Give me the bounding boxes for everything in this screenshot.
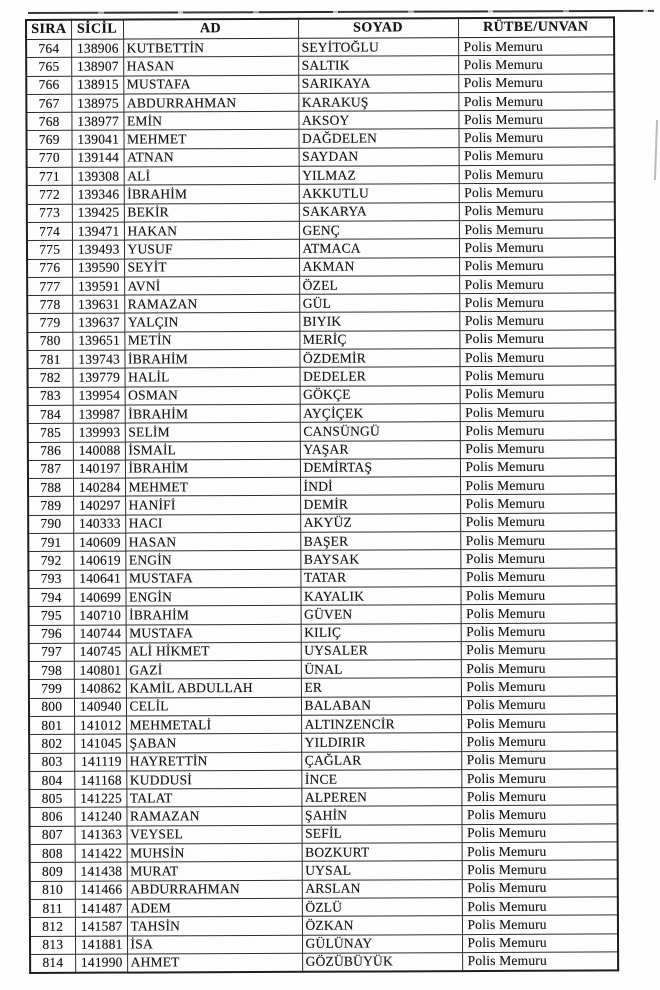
cell-soyad: AKMAN [299,257,459,276]
cell-rutbe-unvan: Polis Memuru [459,330,615,349]
cell-rutbe-unvan: Polis Memuru [460,366,616,385]
cell-ad: ABDURRAHMAN [123,93,298,112]
cell-sira: 783 [28,387,73,405]
cell-soyad: AYÇİÇEK [300,404,460,423]
cell-sira: 812 [30,918,75,936]
cell-sira: 775 [27,241,72,259]
cell-sira: 794 [28,588,73,606]
cell-rutbe-unvan: Polis Memuru [459,202,615,221]
cell-sira: 804 [29,771,74,789]
cell-sicil: 138906 [71,39,123,58]
cell-rutbe-unvan: Polis Memuru [460,586,616,605]
scan-topline-artifact [28,10,654,14]
cell-rutbe-unvan: Polis Memuru [460,439,616,458]
cell-soyad: ALPEREN [301,788,461,807]
cell-sicil: 138975 [71,94,123,113]
cell-sicil: 141168 [74,771,126,790]
cell-ad: ENGİN [125,551,300,570]
cell-soyad: MERİÇ [299,330,459,349]
cell-rutbe-unvan: Polis Memuru [461,751,617,770]
cell-soyad: ARSLAN [302,879,462,898]
cell-soyad: GÖKÇE [300,385,460,404]
cell-rutbe-unvan: Polis Memuru [459,147,615,166]
cell-soyad: BAYSAK [300,550,460,569]
cell-sicil: 140710 [74,606,126,625]
cell-soyad: AKKUTLU [299,184,459,203]
cell-soyad: DEMİRTAŞ [300,458,460,477]
personnel-table [25,16,619,974]
cell-ad: MURAT [127,862,302,881]
cell-rutbe-unvan: Polis Memuru [462,824,618,843]
cell-rutbe-unvan: Polis Memuru [459,293,615,312]
cell-sicil: 139637 [72,314,124,333]
cell-sira: 781 [27,350,72,368]
cell-ad: MEHMET [123,130,298,149]
cell-sicil: 141881 [75,936,127,955]
cell-sira: 801 [29,716,74,734]
cell-rutbe-unvan: Polis Memuru [461,622,617,641]
cell-sira: 776 [27,259,72,277]
cell-rutbe-unvan: Polis Memuru [462,933,618,952]
cell-ad: MUSTAFA [125,569,300,588]
cell-ad: AVNİ [124,276,299,295]
cell-ad: ALİ [124,166,299,185]
cell-soyad: ÖZKAN [302,916,462,935]
cell-sira: 814 [30,954,75,973]
cell-sira: 784 [28,405,73,423]
cell-soyad: ER [301,678,461,697]
cell-rutbe-unvan: Polis Memuru [459,220,615,239]
cell-soyad: UYSALER [301,641,461,660]
cell-rutbe-unvan: Polis Memuru [461,696,617,715]
cell-ad: VEYSEL [127,825,302,844]
cell-ad: TAHSİN [127,917,302,936]
cell-rutbe-unvan: Polis Memuru [459,311,615,330]
cell-soyad: BAŞER [300,532,460,551]
cell-sicil: 139591 [72,277,124,296]
cell-soyad: CANSÜNGÜ [300,422,460,441]
cell-sicil: 141487 [75,899,127,918]
cell-rutbe-unvan: Polis Memuru [462,897,618,916]
cell-soyad: İNDİ [300,477,460,496]
column-header-ad: AD [123,19,298,39]
cell-sicil: 139993 [73,423,125,442]
cell-soyad: GENÇ [299,221,459,240]
cell-soyad: TATAR [300,568,460,587]
cell-rutbe-unvan: Polis Memuru [458,128,614,147]
cell-soyad: KILIÇ [301,623,461,642]
cell-soyad: GÜLÜNAY [302,934,462,953]
cell-rutbe-unvan: Polis Memuru [460,403,616,422]
cell-ad: İBRAHİM [125,459,300,478]
cell-ad: HASAN [125,532,300,551]
cell-sira: 813 [30,936,75,954]
cell-soyad: AKYÜZ [300,513,460,532]
cell-ad: İBRAHİM [124,349,299,368]
cell-sira: 785 [28,424,73,442]
cell-soyad: KARAKUŞ [298,93,458,112]
cell-sicil: 140297 [73,496,125,515]
cell-sira: 768 [26,112,71,130]
cell-sira: 795 [29,606,74,624]
cell-sira: 780 [27,332,72,350]
cell-sira: 779 [27,314,72,332]
cell-ad: KUDDUSİ [126,770,301,789]
cell-soyad: BOZKURT [302,843,462,862]
cell-sira: 773 [27,204,72,222]
cell-sira: 798 [29,661,74,679]
cell-rutbe-unvan: Polis Memuru [458,74,614,93]
cell-sira: 792 [28,552,73,570]
cell-sira: 786 [28,442,73,460]
cell-sicil: 139631 [72,295,124,314]
cell-sicil: 139590 [72,259,124,278]
cell-rutbe-unvan: Polis Memuru [460,549,616,568]
cell-soyad: AKSOY [298,111,458,130]
cell-sira: 802 [29,735,74,753]
cell-rutbe-unvan: Polis Memuru [462,842,618,861]
cell-ad: MUHSİN [127,843,302,862]
cell-ad: İSMAİL [125,441,300,460]
cell-soyad: SEYİTOĞLU [298,38,458,57]
cell-sicil: 140333 [73,515,125,534]
personnel-table-body [26,37,618,973]
cell-sira: 764 [26,39,71,57]
cell-sicil: 139987 [73,405,125,424]
cell-sira: 800 [29,698,74,716]
cell-soyad: GÖZÜBÜYÜK [302,952,462,971]
cell-sicil: 140940 [74,698,126,717]
cell-ad: MEHMET [125,477,300,496]
cell-sira: 809 [30,863,75,881]
cell-sicil: 141045 [74,734,126,753]
cell-soyad: UYSAL [302,861,462,880]
cell-ad: AHMET [127,953,302,973]
cell-sicil: 141012 [74,716,126,735]
cell-sicil: 141119 [74,753,126,772]
cell-sicil: 140745 [74,643,126,662]
cell-sicil: 140609 [73,533,125,552]
cell-soyad: ALTINZENCİR [301,715,461,734]
cell-ad: HACI [125,514,300,533]
scan-edge-artifact [654,120,658,180]
cell-rutbe-unvan: Polis Memuru [458,55,614,74]
cell-rutbe-unvan: Polis Memuru [459,238,615,257]
cell-sira: 797 [29,643,74,661]
cell-soyad: BIYIK [299,312,459,331]
cell-sira: 796 [29,625,74,643]
cell-ad: METİN [124,331,299,350]
cell-soyad: SAYDAN [299,147,459,166]
cell-ad: MUSTAFA [126,624,301,643]
cell-sicil: 138907 [71,57,123,76]
cell-rutbe-unvan: Polis Memuru [459,256,615,275]
cell-sicil: 140699 [73,588,125,607]
cell-rutbe-unvan: Polis Memuru [460,385,616,404]
cell-sira: 778 [27,295,72,313]
cell-rutbe-unvan: Polis Memuru [461,604,617,623]
cell-ad: MEHMETALİ [126,715,301,734]
cell-sicil: 139041 [71,131,123,150]
cell-ad: SEYİT [124,258,299,277]
cell-sira: 766 [26,76,71,94]
cell-ad: MUSTAFA [123,75,298,94]
cell-sicil: 141240 [74,808,126,827]
cell-sira: 790 [28,515,73,533]
cell-sira: 774 [27,222,72,240]
cell-rutbe-unvan: Polis Memuru [459,183,615,202]
cell-sira: 791 [28,533,73,551]
cell-sicil: 139493 [72,240,124,259]
cell-sira: 788 [28,478,73,496]
cell-sira: 782 [28,369,73,387]
cell-soyad: DEMİR [300,495,460,514]
cell-rutbe-unvan: Polis Memuru [461,805,617,824]
cell-rutbe-unvan: Polis Memuru [460,494,616,513]
cell-ad: ENGİN [125,587,300,606]
cell-rutbe-unvan: Polis Memuru [460,513,616,532]
cell-ad: ADEM [127,898,302,917]
header-row [26,17,614,39]
cell-sira: 787 [28,460,73,478]
cell-sicil: 139346 [72,185,124,204]
cell-rutbe-unvan: Polis Memuru [462,952,618,971]
cell-sicil: 138977 [71,112,123,131]
cell-soyad: ÇAĞLAR [301,751,461,770]
cell-sicil: 141422 [75,844,127,863]
cell-soyad: YAŞAR [300,440,460,459]
cell-sira: 799 [29,680,74,698]
cell-ad: TALAT [126,788,301,807]
cell-sicil: 139308 [72,167,124,186]
cell-sicil: 141990 [75,954,127,973]
cell-sicil: 138915 [71,76,123,95]
cell-ad: YALÇIN [124,313,299,332]
table-row [30,952,618,973]
column-header-sicil: SİCİL [71,20,123,40]
cell-rutbe-unvan: Polis Memuru [461,787,617,806]
column-header-rutbe-unvan: RÜTBE/UNVAN [458,17,614,37]
cell-rutbe-unvan: Polis Memuru [458,110,614,129]
cell-ad: İBRAHİM [124,185,299,204]
cell-sicil: 139743 [72,350,124,369]
cell-rutbe-unvan: Polis Memuru [462,860,618,879]
cell-sicil: 139144 [72,149,124,168]
column-header-soyad: SOYAD [298,18,458,38]
cell-ad: HASAN [123,57,298,76]
cell-sira: 807 [30,826,75,844]
cell-ad: EMİN [123,111,298,130]
cell-ad: İSA [127,935,302,954]
cell-soyad: YILMAZ [299,166,459,185]
cell-soyad: GÜL [299,294,459,313]
cell-ad: RAMAZAN [126,807,301,826]
cell-soyad: İNCE [301,769,461,788]
cell-soyad: ATMACA [299,239,459,258]
cell-sira: 810 [30,881,75,899]
cell-sicil: 140744 [74,625,126,644]
cell-rutbe-unvan: Polis Memuru [459,165,615,184]
cell-rutbe-unvan: Polis Memuru [459,275,615,294]
cell-soyad: ÖZEL [299,275,459,294]
cell-sicil: 141466 [75,881,127,900]
cell-sicil: 140284 [73,478,125,497]
cell-sicil: 141363 [75,826,127,845]
cell-ad: İBRAHİM [126,606,301,625]
cell-ad: HAYRETTİN [126,752,301,771]
cell-ad: ALİ HİKMET [126,642,301,661]
cell-sicil: 139425 [72,204,124,223]
cell-soyad: SALTIK [298,56,458,75]
cell-rutbe-unvan: Polis Memuru [458,92,614,111]
cell-ad: İBRAHİM [125,404,300,423]
cell-rutbe-unvan: Polis Memuru [460,421,616,440]
cell-soyad: SARIKAYA [298,74,458,93]
cell-sicil: 139779 [73,368,125,387]
cell-soyad: ÜNAL [301,660,461,679]
cell-soyad: SEFİL [302,824,462,843]
column-header-sira: SIRA [26,20,71,40]
cell-rutbe-unvan: Polis Memuru [458,37,614,56]
cell-sira: 806 [29,808,74,826]
cell-ad: YUSUF [124,240,299,259]
cell-sicil: 140801 [74,661,126,680]
cell-rutbe-unvan: Polis Memuru [461,714,617,733]
cell-ad: ABDURRAHMAN [127,880,302,899]
cell-ad: HALİL [125,368,300,387]
cell-sira: 772 [27,186,72,204]
cell-ad: ATNAN [124,148,299,167]
cell-sira: 765 [26,58,71,76]
cell-sicil: 140619 [73,551,125,570]
cell-soyad: GÜVEN [301,605,461,624]
cell-rutbe-unvan: Polis Memuru [461,732,617,751]
cell-rutbe-unvan: Polis Memuru [460,458,616,477]
cell-sicil: 140197 [73,460,125,479]
cell-soyad: YILDIRIR [301,733,461,752]
cell-sira: 793 [28,570,73,588]
cell-ad: CELİL [126,697,301,716]
cell-rutbe-unvan: Polis Memuru [460,531,616,550]
cell-rutbe-unvan: Polis Memuru [461,641,617,660]
cell-soyad: SAKARYA [299,202,459,221]
cell-ad: HANİFİ [125,496,300,515]
cell-sicil: 140088 [73,442,125,461]
cell-sicil: 141225 [74,789,126,808]
cell-ad: HAKAN [124,221,299,240]
cell-sira: 789 [28,497,73,515]
cell-soyad: DEDELER [300,367,460,386]
cell-soyad: ÖZDEMİR [299,349,459,368]
cell-sira: 808 [30,844,75,862]
cell-sira: 811 [30,899,75,917]
cell-rutbe-unvan: Polis Memuru [461,769,617,788]
cell-sicil: 140862 [74,679,126,698]
cell-sira: 767 [26,94,71,112]
cell-rutbe-unvan: Polis Memuru [461,677,617,696]
cell-sira: 777 [27,277,72,295]
cell-soyad: ŞAHİN [301,806,461,825]
cell-sira: 771 [27,167,72,185]
cell-sicil: 141438 [75,862,127,881]
cell-soyad: BALABAN [301,696,461,715]
cell-sicil: 140641 [73,570,125,589]
cell-ad: OSMAN [125,386,300,405]
cell-soyad: KAYALIK [300,587,460,606]
cell-rutbe-unvan: Polis Memuru [462,879,618,898]
cell-rutbe-unvan: Polis Memuru [460,568,616,587]
cell-sicil: 141587 [75,917,127,936]
cell-rutbe-unvan: Polis Memuru [459,348,615,367]
cell-ad: KAMİL ABDULLAH [126,679,301,698]
cell-soyad: DAĞDELEN [298,129,458,148]
cell-sicil: 139954 [73,387,125,406]
cell-sicil: 139471 [72,222,124,241]
cell-ad: KUTBETTİN [123,38,298,57]
cell-sicil: 139651 [72,332,124,351]
cell-sira: 769 [26,131,71,149]
cell-rutbe-unvan: Polis Memuru [460,476,616,495]
cell-sira: 805 [29,789,74,807]
cell-ad: RAMAZAN [124,294,299,313]
cell-sira: 803 [29,753,74,771]
cell-ad: GAZİ [126,660,301,679]
cell-ad: BEKİR [124,203,299,222]
cell-ad: SELİM [125,423,300,442]
cell-ad: ŞABAN [126,734,301,753]
cell-rutbe-unvan: Polis Memuru [461,659,617,678]
cell-sira: 770 [27,149,72,167]
cell-soyad: ÖZLÜ [302,898,462,917]
cell-rutbe-unvan: Polis Memuru [462,915,618,934]
